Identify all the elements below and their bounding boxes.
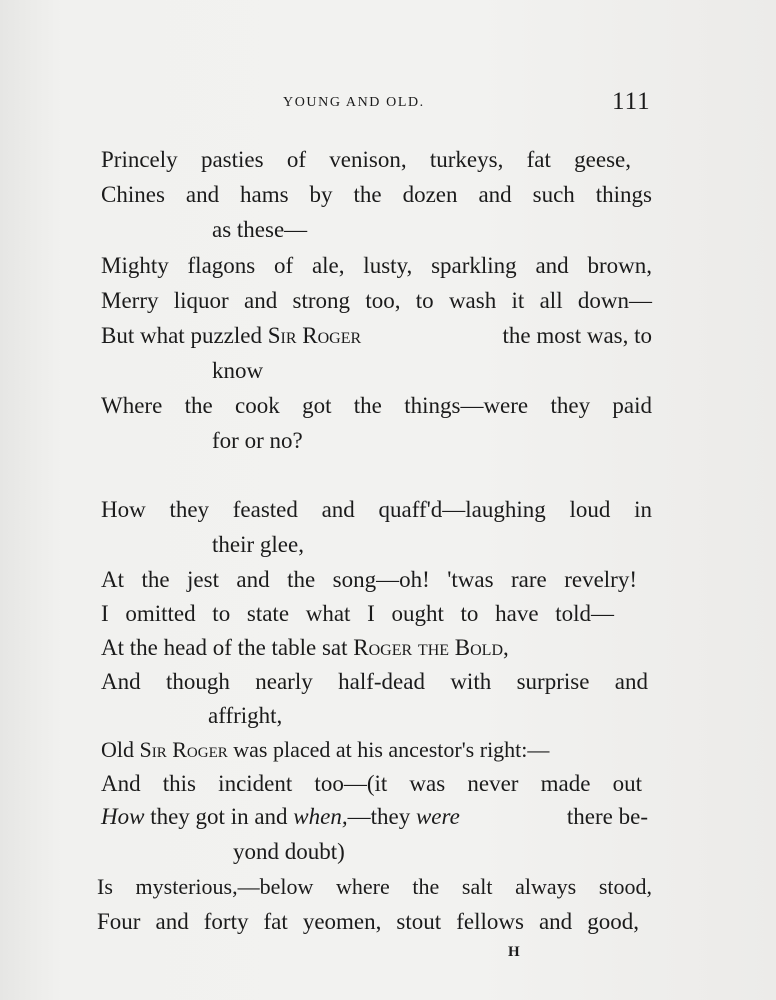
poem-line: Princely pasties of venison, turkeys, fat geese, [101,147,631,172]
poem-text-run: there be- [566,804,648,829]
poem-line: yond doubt) [233,839,345,864]
poem-line: know [212,358,264,383]
poem-line: as these— [212,217,308,242]
poem-line: for or no? [212,428,303,453]
poem-line: And though nearly half-dead with surprise and [101,669,648,694]
emphasis-text: How [101,804,145,829]
poem-line: I omitted to state what I ought to have told— [101,601,614,626]
page-number: 111 [612,88,651,115]
poem-line: affright, [208,703,283,728]
poem-line: At the jest and the song—oh! 'twas rare revelry! [101,567,637,592]
poem-line: Merry liquor and strong too, to wash it all down— [101,288,652,313]
signature-mark: H [508,944,520,960]
poem-line [101,736,647,764]
character-name: Roger the Bold [353,635,504,660]
poem-line: Where the cook got the things—were they paid [101,393,652,418]
poem-text-run: they got in and [144,804,294,829]
poem-line: their glee, [212,532,304,557]
poem-line: And this incident too—(it was never made out [101,771,642,796]
emphasis-text: when, [293,804,348,829]
poem-line: Mighty flagons of ale, lusty, sparkling and brown, [101,253,652,278]
emphasis-text: were [415,804,460,829]
poem-line [101,322,652,350]
poem-text-run: Old [101,737,140,762]
poem-line [101,803,648,831]
running-head: YOUNG AND OLD. [283,95,425,110]
poem-line [101,634,509,662]
poem-line: Is mysterious,—below where the salt always stood, [97,874,652,899]
character-name: Sir Roger [267,323,362,348]
poem-text-run: At the head of the table sat [101,635,354,660]
character-name: Sir Roger [139,737,228,762]
poem-text-run: But what puzzled [101,323,268,348]
poem-text-run: was placed at his ancestor's right:— [227,737,550,762]
poem-line: Chines and hams by the dozen and such things [101,182,652,207]
poem-text-run: the most was, to [502,323,652,348]
poem-text-run: —they [347,804,416,829]
poem-text-run: , [503,635,509,660]
poem-line: How they feasted and quaff'd—laughing loud in [101,497,652,522]
poem-line: Four and forty fat yeomen, stout fellows and good, [97,909,639,934]
